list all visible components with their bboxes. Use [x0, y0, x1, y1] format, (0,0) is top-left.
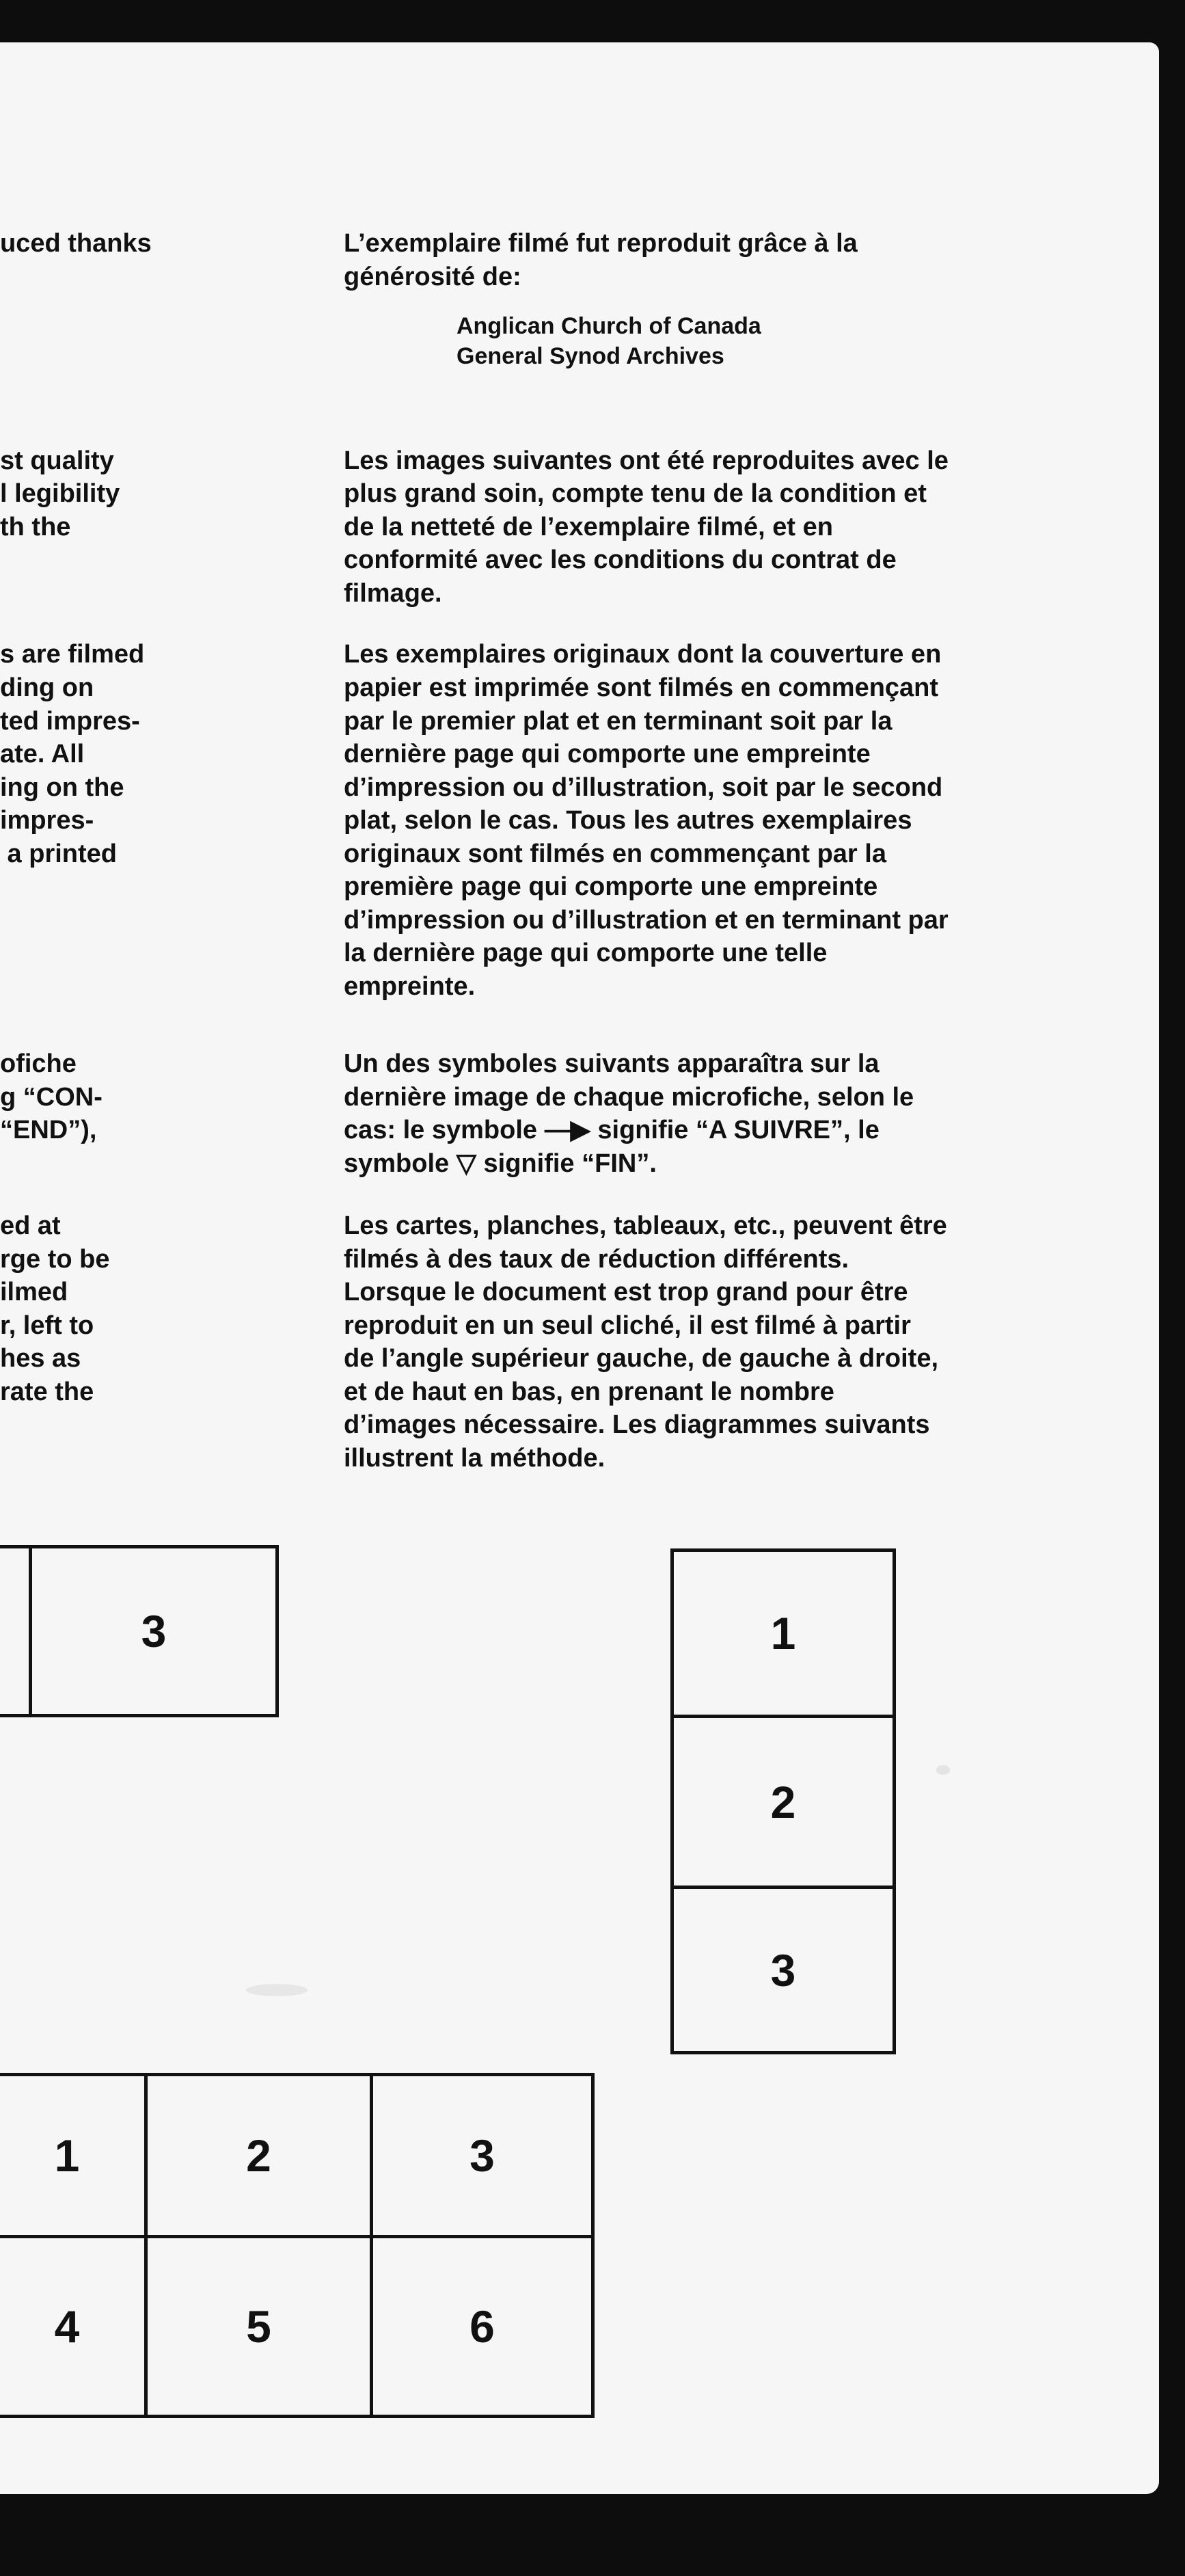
originals-line: plat, selon le cas. Tous les autres exemplaires — [344, 806, 912, 835]
scan-speck — [246, 1984, 308, 1996]
maps-line: Les cartes, planches, tableaux, etc., peuvent être — [344, 1211, 947, 1240]
symbols-text: symbole — [344, 1149, 457, 1178]
maps-line: filmés à des taux de réduction différents. — [344, 1245, 849, 1274]
left-line: ofiche — [0, 1049, 77, 1078]
left-line: “END”), — [0, 1116, 97, 1144]
institution-line: General Synod Archives — [457, 343, 724, 369]
maps-line: reproduit en un seul cliché, il est filmé à partir — [344, 1311, 911, 1340]
originals-line: la dernière page qui comporte une telle — [344, 939, 828, 967]
left-line: ted impres- — [0, 707, 140, 736]
arrow-icon: —▶ — [544, 1116, 590, 1144]
left-line: ate. All — [0, 740, 85, 768]
maps-line: Lorsque le document est trop grand pour être — [344, 1278, 908, 1306]
left-line: rate the — [0, 1378, 94, 1406]
left-line: ing on the — [0, 773, 124, 802]
symbols-text: signifie “FIN”. — [476, 1149, 657, 1178]
quality-line: conformité avec les conditions du contrat de — [344, 546, 897, 574]
maps-line: de l’angle supérieur gauche, de gauche à droite, — [344, 1344, 939, 1373]
left-line: rge to be — [0, 1245, 110, 1274]
scanned-page — [0, 42, 1159, 2494]
left-line: g “CON- — [0, 1083, 103, 1112]
diagram-cell: 3 — [141, 1606, 167, 1656]
left-line: a printed — [0, 840, 118, 868]
originals-line: d’impression ou d’illustration et en terminant par — [344, 906, 949, 935]
left-line: hes as — [0, 1344, 81, 1373]
originals-line: d’impression ou d’illustration, soit par le second — [344, 773, 943, 802]
diagram-cell: 3 — [469, 2130, 495, 2181]
originals-line: première page qui comporte une empreinte — [344, 872, 878, 901]
quality-line: de la netteté de l’exemplaire filmé, et en — [344, 513, 833, 541]
quality-line: Les images suivantes ont été reproduites avec le — [344, 446, 949, 475]
left-line: ilmed — [0, 1278, 68, 1306]
diagram-cell: 2 — [246, 2130, 271, 2181]
left-line: uced thanks — [0, 229, 152, 258]
left-line: r, left to — [0, 1311, 94, 1340]
scan-speck — [936, 1765, 950, 1775]
maps-line: et de haut en bas, en prenant le nombre — [344, 1378, 834, 1406]
institution-line: Anglican Church of Canada — [457, 313, 761, 339]
diagram-cell: 1 — [770, 1608, 796, 1659]
originals-line: Les exemplaires originaux dont la couverture en — [344, 640, 942, 669]
originals-line: originaux sont filmés en commençant par la — [344, 840, 886, 868]
grid-diagram — [0, 2073, 595, 2418]
left-line: ding on — [0, 673, 94, 702]
left-line: ed at — [0, 1211, 61, 1240]
originals-line: par le premier plat et en terminant soit par la — [344, 707, 893, 736]
diagram-cell: 4 — [54, 2301, 80, 2352]
column-diagram — [670, 1548, 896, 2054]
triangle-down-icon: ▽ — [456, 1149, 476, 1178]
symbols-text: cas: le symbole — [344, 1116, 545, 1144]
diagram-cell: 5 — [246, 2301, 271, 2352]
quality-line: filmage. — [344, 579, 442, 608]
symbols-line: Un des symboles suivants apparaîtra sur la — [344, 1049, 880, 1078]
diagram-cell: 2 — [770, 1776, 796, 1827]
quality-line: plus grand soin, compte tenu de la condition et — [344, 479, 927, 508]
symbols-line: dernière image de chaque microfiche, selon le — [344, 1083, 914, 1112]
left-line: st quality — [0, 446, 114, 475]
symbols-line — [344, 1114, 880, 1147]
originals-line: papier est imprimée sont filmés en commençant — [344, 673, 939, 702]
left-line: th the — [0, 513, 71, 541]
intro-line: générosité de: — [344, 263, 521, 291]
diagram-cell: 3 — [770, 1944, 796, 1996]
diagram-cell: 6 — [469, 2301, 495, 2352]
intro-line: L’exemplaire filmé fut reproduit grâce à la — [344, 229, 858, 258]
originals-line: dernière page qui comporte une empreinte — [344, 740, 871, 768]
originals-line: empreinte. — [344, 972, 476, 1001]
row-diagram — [0, 1545, 279, 1717]
symbols-text: signifie “A SUIVRE”, le — [590, 1116, 880, 1144]
maps-line: illustrent la méthode. — [344, 1444, 605, 1473]
diagram-cell: 1 — [54, 2130, 80, 2181]
left-line: s are filmed — [0, 640, 145, 669]
maps-line: d’images nécessaire. Les diagrammes suivants — [344, 1410, 930, 1439]
left-line: l legibility — [0, 479, 120, 508]
symbols-line — [344, 1147, 657, 1181]
left-line: impres- — [0, 806, 94, 835]
